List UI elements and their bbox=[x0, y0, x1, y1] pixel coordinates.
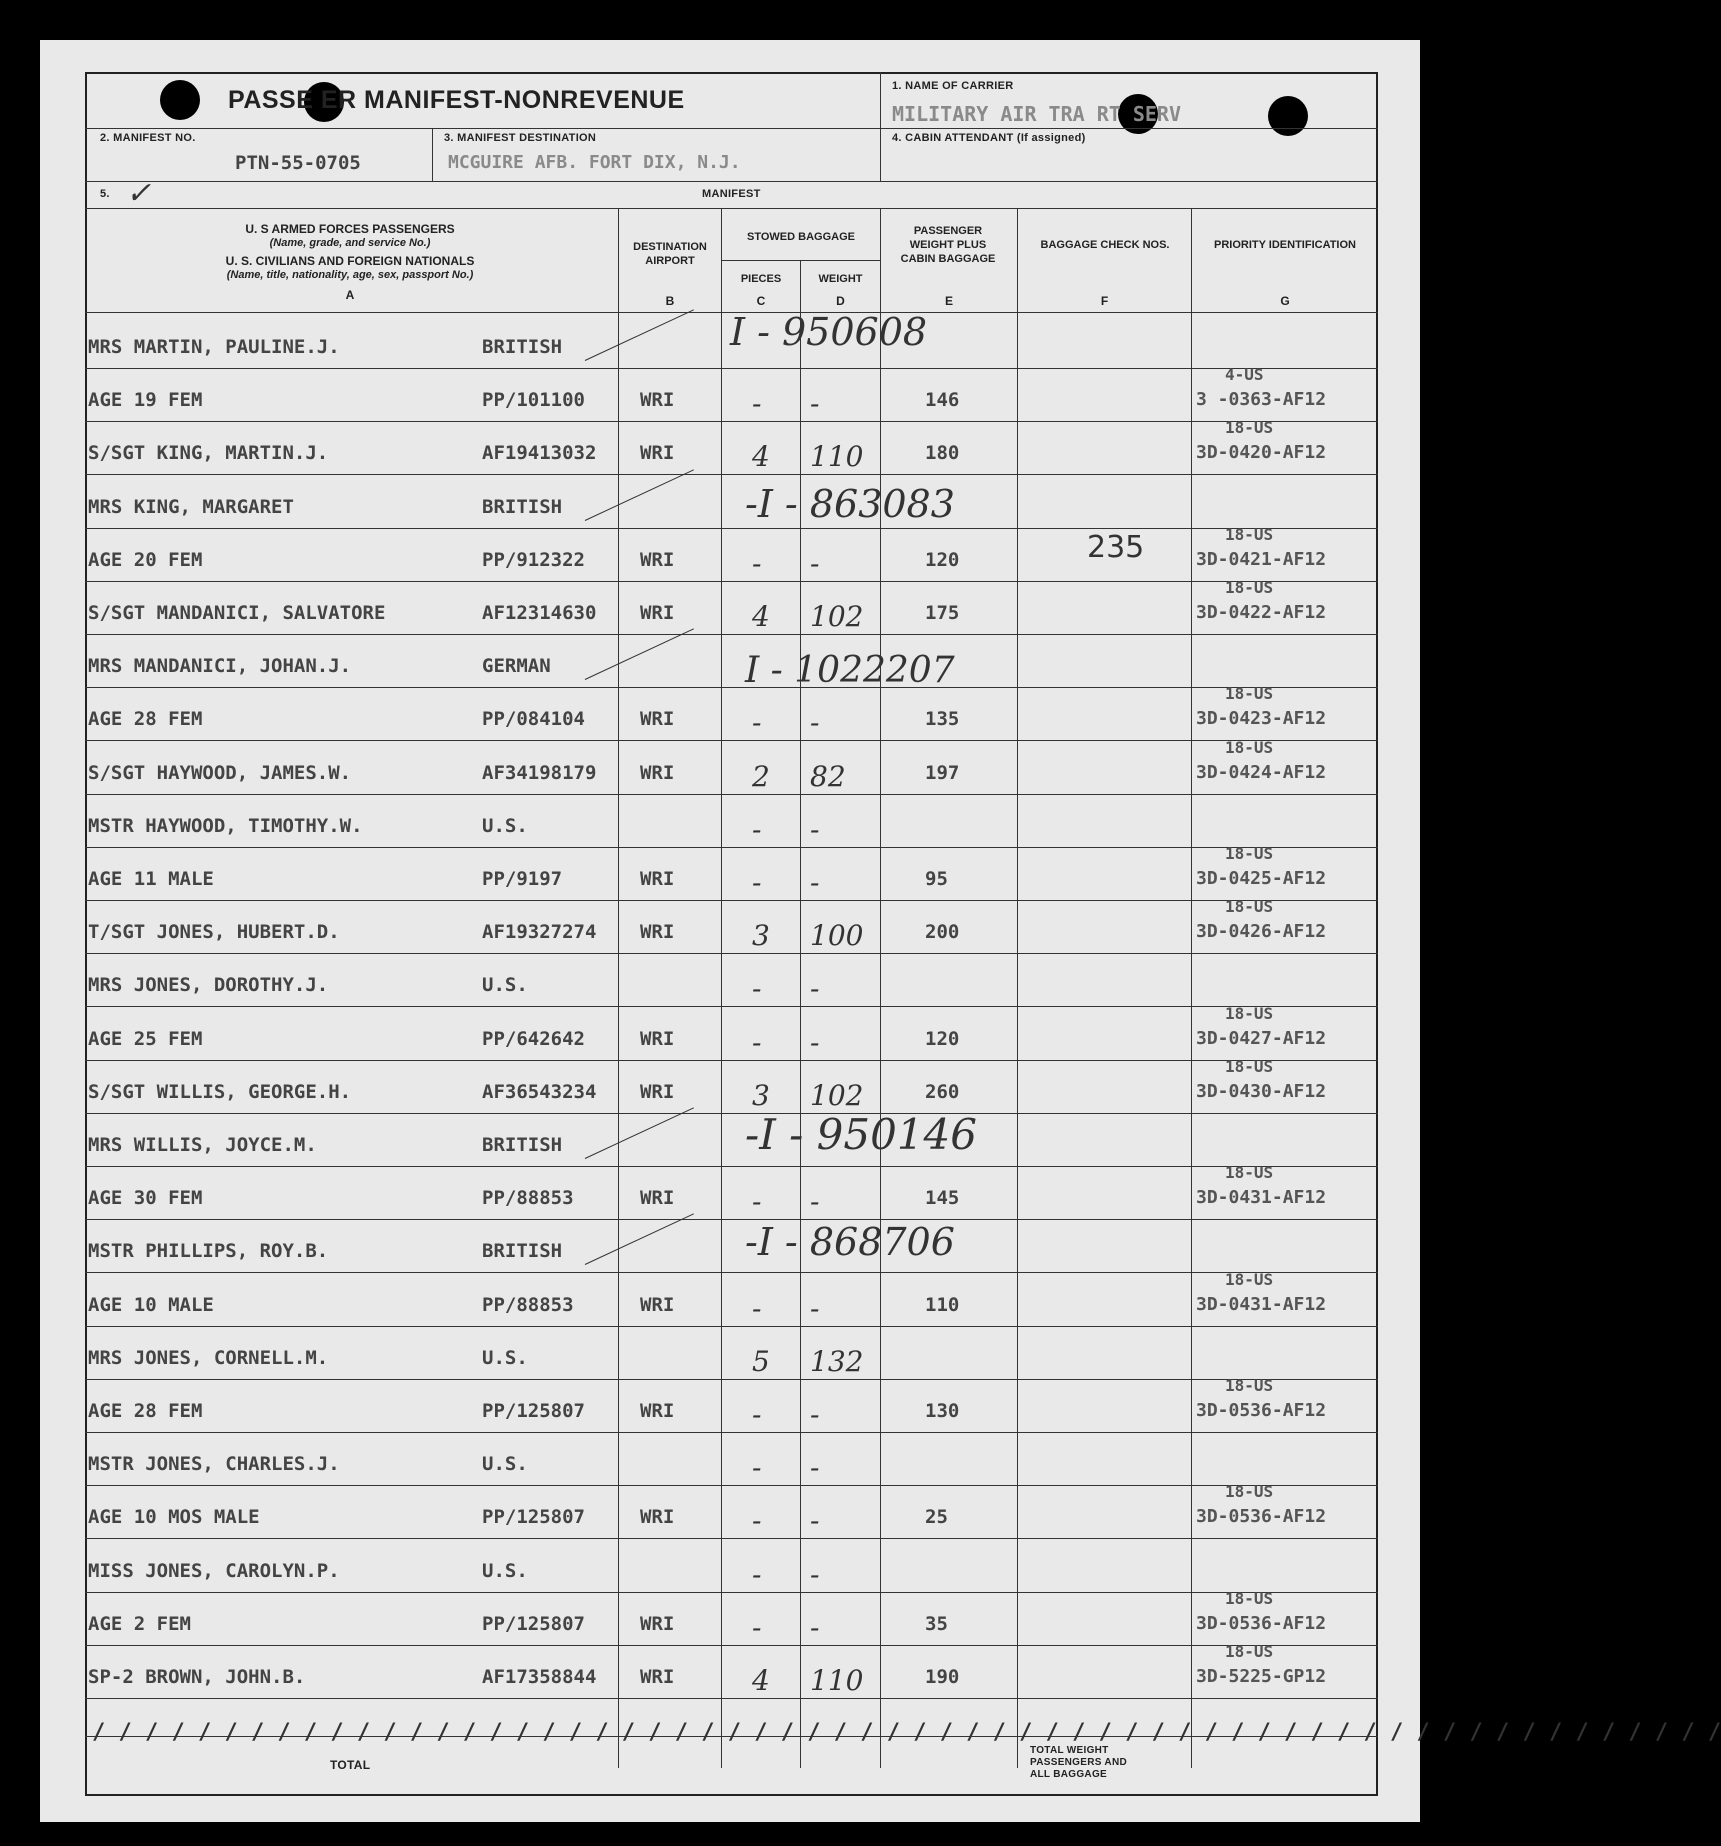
row-passenger-weight: 180 bbox=[925, 442, 960, 465]
row-weight: - bbox=[810, 1185, 820, 1219]
row-line bbox=[85, 1272, 1378, 1273]
row-passport: U.S. bbox=[482, 1559, 528, 1582]
row-passenger-weight: 110 bbox=[925, 1293, 960, 1316]
form-title: PASSE ER MANIFEST-NONREVENUE bbox=[228, 86, 685, 114]
row-name: S/SGT HAYWOOD, JAMES.W. bbox=[88, 761, 352, 784]
col-f-header: BAGGAGE CHECK NOS. bbox=[1040, 239, 1170, 251]
row-weight: 132 bbox=[810, 1344, 864, 1378]
row-pieces: 2 bbox=[752, 759, 770, 793]
row-weight: 110 bbox=[810, 1664, 864, 1697]
row-passport: AF34198179 bbox=[482, 761, 597, 784]
row-weight: - bbox=[810, 1025, 820, 1059]
row-passport: PP/88853 bbox=[482, 1293, 574, 1316]
manifest-label: MANIFEST bbox=[702, 188, 761, 200]
row-passport: AF12314630 bbox=[482, 602, 597, 624]
row-passenger-weight: 95 bbox=[925, 868, 948, 890]
row-priority-1: 18-US bbox=[1225, 1588, 1274, 1608]
row-destination: WRI bbox=[640, 1027, 675, 1050]
carrier-value: MILITARY AIR TRA RT SERV bbox=[892, 102, 1181, 126]
row-passport: GERMAN bbox=[482, 655, 551, 678]
row-weight: - bbox=[810, 1291, 820, 1325]
row-pieces: 3 bbox=[752, 1078, 770, 1112]
row-pieces: - bbox=[752, 812, 762, 846]
row-line bbox=[85, 1113, 1378, 1114]
col-g-letter: G bbox=[1280, 294, 1290, 308]
row-priority-2: 3D-0424-AF12 bbox=[1196, 761, 1327, 783]
row-name: AGE 11 MALE bbox=[88, 868, 214, 890]
col-e-header: PASSENGER WEIGHT PLUS CABIN BAGGAGE bbox=[900, 225, 996, 265]
row-name: MISS JONES, CAROLYN.P. bbox=[88, 1559, 340, 1582]
row-passport: U.S. bbox=[482, 814, 528, 837]
row-name: MSTR JONES, CHARLES.J. bbox=[88, 1453, 340, 1476]
cabin-attendant-label: 4. CABIN ATTENDANT (If assigned) bbox=[892, 132, 1086, 144]
col-b-letter: B bbox=[665, 294, 675, 308]
row-priority-2: 3D-5225-GP12 bbox=[1196, 1666, 1327, 1687]
row-line bbox=[85, 900, 1378, 901]
row-passport: AF17358844 bbox=[482, 1666, 597, 1688]
row-destination: WRI bbox=[640, 761, 675, 784]
row-pieces: - bbox=[752, 866, 762, 899]
col-c-header: PIECES bbox=[740, 273, 782, 285]
row-name: MSTR HAYWOOD, TIMOTHY.W. bbox=[88, 814, 363, 837]
row-priority-2: 3D-0536-AF12 bbox=[1196, 1506, 1327, 1528]
row-name: MRS WILLIS, JOYCE.M. bbox=[88, 1134, 317, 1156]
row-priority-2: 3D-0431-AF12 bbox=[1196, 1187, 1327, 1209]
row-passport: PP/642642 bbox=[482, 1027, 585, 1050]
row-line bbox=[85, 1166, 1378, 1167]
row-weight: - bbox=[810, 1610, 820, 1644]
row-name: MRS JONES, DOROTHY.J. bbox=[88, 974, 329, 997]
row-priority-1: 18-US bbox=[1225, 1269, 1274, 1289]
row-pieces: - bbox=[752, 1025, 762, 1059]
row-priority-2: 3 -0363-AF12 bbox=[1196, 389, 1327, 411]
row-line bbox=[85, 1698, 1378, 1699]
row-pieces: - bbox=[752, 1557, 762, 1591]
row-name: AGE 28 FEM bbox=[88, 708, 203, 731]
row-line bbox=[85, 1485, 1378, 1486]
row-destination: WRI bbox=[640, 921, 675, 944]
handwritten-ticket-5: -I - 868706 bbox=[745, 1220, 955, 1264]
row-line bbox=[85, 1645, 1378, 1646]
row-priority-2: 3D-0421-AF12 bbox=[1196, 548, 1327, 570]
row-pieces: - bbox=[752, 1398, 762, 1431]
total-weight-label: TOTAL WEIGHT PASSENGERS AND ALL BAGGAGE bbox=[1030, 1745, 1127, 1780]
row-priority-2: 3D-0423-AF12 bbox=[1196, 708, 1327, 730]
row-name: AGE 10 MOS MALE bbox=[88, 1506, 260, 1529]
row-line bbox=[85, 1326, 1378, 1327]
row-pieces: - bbox=[752, 546, 762, 580]
row-passport: BRITISH bbox=[482, 336, 563, 358]
row-line bbox=[85, 1379, 1378, 1380]
row-passport: PP/084104 bbox=[482, 708, 585, 731]
row-name: AGE 2 FEM bbox=[88, 1612, 191, 1635]
row-weight: - bbox=[810, 546, 820, 580]
row-pieces: 3 bbox=[752, 919, 770, 953]
row-destination: WRI bbox=[640, 1080, 675, 1103]
row-passenger-weight: 260 bbox=[925, 1080, 960, 1103]
handwritten-ticket-2: -I - 863083 bbox=[745, 482, 955, 526]
row-line bbox=[85, 1006, 1378, 1007]
col-f-letter: F bbox=[1100, 294, 1109, 308]
row-passenger-weight: 145 bbox=[925, 1187, 960, 1210]
row-passport: PP/912322 bbox=[482, 548, 585, 571]
row-pieces: 4 bbox=[752, 440, 770, 474]
row-destination: WRI bbox=[640, 1293, 675, 1316]
row-destination: WRI bbox=[640, 868, 675, 890]
row-name: S/SGT KING, MARTIN.J. bbox=[88, 442, 329, 465]
row-weight: 100 bbox=[810, 919, 864, 953]
row-pieces: - bbox=[752, 1451, 762, 1485]
row-weight: - bbox=[810, 1451, 820, 1485]
row-line bbox=[85, 581, 1378, 582]
row-passport: PP/88853 bbox=[482, 1187, 574, 1210]
row-passenger-weight: 135 bbox=[925, 708, 960, 731]
row-name: MRS MARTIN, PAULINE.J. bbox=[88, 336, 340, 358]
row-weight: 102 bbox=[810, 1078, 864, 1112]
row-line bbox=[85, 528, 1378, 529]
row-priority-2: 3D-0422-AF12 bbox=[1196, 602, 1327, 623]
row-destination: WRI bbox=[640, 1612, 675, 1635]
row-priority-1: 18-US bbox=[1225, 684, 1274, 704]
row-passenger-weight: 25 bbox=[925, 1506, 948, 1529]
col-d-letter: D bbox=[836, 294, 845, 308]
row-line bbox=[85, 794, 1378, 795]
row-destination: WRI bbox=[640, 442, 675, 465]
row-line bbox=[85, 740, 1378, 741]
row-destination: WRI bbox=[640, 1666, 675, 1688]
row-line bbox=[85, 368, 1378, 369]
row-weight: - bbox=[810, 866, 820, 899]
row-pieces: - bbox=[752, 972, 762, 1006]
row-priority-1: 18-US bbox=[1225, 1003, 1274, 1023]
row-name: SP-2 BROWN, JOHN.B. bbox=[88, 1666, 306, 1688]
row-weight: - bbox=[810, 1504, 820, 1538]
punch-hole-icon bbox=[160, 80, 200, 120]
row-line bbox=[85, 1592, 1378, 1593]
row-passport: PP/9197 bbox=[482, 868, 563, 890]
box5-label: 5. bbox=[100, 188, 110, 200]
row-weight: 82 bbox=[810, 759, 846, 793]
row-passport: BRITISH bbox=[482, 1240, 563, 1263]
row-pieces: - bbox=[752, 387, 762, 421]
punch-hole-icon bbox=[1268, 96, 1308, 136]
row-passenger-weight: 120 bbox=[925, 1027, 960, 1050]
row-passport: PP/125807 bbox=[482, 1400, 585, 1422]
row-passport: U.S. bbox=[482, 1453, 528, 1476]
handwritten-ticket-1: I - 950608 bbox=[730, 310, 928, 354]
row-passport: U.S. bbox=[482, 1346, 528, 1369]
row-name: AGE 30 FEM bbox=[88, 1187, 203, 1210]
handwritten-check-no: 235 bbox=[1087, 530, 1145, 565]
row-priority-1: 18-US bbox=[1225, 1163, 1274, 1183]
row-name: S/SGT MANDANICI, SALVATORE bbox=[88, 602, 386, 624]
row-line bbox=[85, 847, 1378, 848]
row-destination: WRI bbox=[640, 1187, 675, 1210]
row-destination: WRI bbox=[640, 548, 675, 571]
row-destination: WRI bbox=[640, 389, 675, 412]
row-destination: WRI bbox=[640, 708, 675, 731]
row-weight: 110 bbox=[810, 440, 864, 474]
row-passenger-weight: 146 bbox=[925, 389, 960, 412]
row-name: MRS KING, MARGARET bbox=[88, 495, 294, 518]
row-priority-1: 18-US bbox=[1225, 1482, 1274, 1502]
row-priority-1: 18-US bbox=[1225, 1376, 1274, 1395]
row-priority-2: 3D-0536-AF12 bbox=[1196, 1400, 1327, 1421]
col-e-letter: E bbox=[944, 294, 953, 308]
row-pieces: 4 bbox=[752, 600, 770, 633]
row-passport: AF19413032 bbox=[482, 442, 597, 465]
row-passport: PP/125807 bbox=[482, 1506, 585, 1529]
row-line bbox=[85, 634, 1378, 635]
row-passenger-weight: 35 bbox=[925, 1612, 948, 1635]
row-passport: PP/125807 bbox=[482, 1612, 585, 1635]
row-priority-1: 18-US bbox=[1225, 418, 1274, 438]
row-passport: U.S. bbox=[482, 974, 528, 997]
tick-row: / / / / / / / / / / / / / / / / / / / / / / / / / / / / / / / / / / / / / / / / / / / / / / / / / / / / / / / / / / / / / / bbox=[92, 1720, 1721, 1745]
row-priority-2: 3D-0425-AF12 bbox=[1196, 868, 1327, 889]
row-passenger-weight: 197 bbox=[925, 761, 960, 784]
total-label: TOTAL bbox=[330, 1758, 371, 1772]
row-passenger-weight: 120 bbox=[925, 548, 960, 571]
row-passenger-weight: 190 bbox=[925, 1666, 960, 1688]
row-pieces: - bbox=[752, 706, 762, 740]
row-passport: PP/101100 bbox=[482, 389, 585, 412]
box5-checkmark: ✓ bbox=[126, 176, 152, 211]
row-passenger-weight: 200 bbox=[925, 921, 960, 944]
row-priority-1: 18-US bbox=[1225, 578, 1274, 597]
row-name: MRS JONES, CORNELL.M. bbox=[88, 1346, 329, 1369]
row-name: AGE 25 FEM bbox=[88, 1027, 203, 1050]
row-priority-1: 18-US bbox=[1225, 897, 1274, 917]
row-priority-2: 3D-0431-AF12 bbox=[1196, 1293, 1327, 1315]
row-priority-1: 18-US bbox=[1225, 1642, 1274, 1661]
row-passport: AF19327274 bbox=[482, 921, 597, 944]
row-passport: BRITISH bbox=[482, 495, 563, 518]
col-c-letter: C bbox=[756, 294, 766, 308]
row-line bbox=[85, 474, 1378, 475]
row-passenger-weight: 175 bbox=[925, 602, 960, 624]
col-b-header: DESTINATION AIRPORT bbox=[633, 241, 707, 267]
manifest-no-value: PTN-55-0705 bbox=[235, 152, 361, 174]
row-pieces: - bbox=[752, 1504, 762, 1538]
row-priority-1: 4-US bbox=[1225, 365, 1264, 385]
row-line bbox=[85, 1219, 1378, 1220]
row-name: MSTR PHILLIPS, ROY.B. bbox=[88, 1240, 329, 1263]
row-destination: WRI bbox=[640, 1506, 675, 1529]
row-line bbox=[85, 687, 1378, 688]
row-destination: WRI bbox=[640, 602, 675, 624]
row-line bbox=[85, 1538, 1378, 1539]
row-priority-2: 3D-0536-AF12 bbox=[1196, 1612, 1327, 1634]
manifest-no-label: 2. MANIFEST NO. bbox=[100, 132, 196, 144]
carrier-label: 1. NAME OF CARRIER bbox=[892, 80, 1014, 92]
row-name: AGE 28 FEM bbox=[88, 1400, 203, 1422]
row-weight: - bbox=[810, 387, 820, 421]
col-a-header: U. S ARMED FORCES PASSENGERS (Name, grade, and service No.) U. S. CIVILIANS AND FOREIGN NATIONALS (Name, title, nationality, age, sex, passport No.) A bbox=[225, 222, 475, 302]
row-priority-2: 3D-0420-AF12 bbox=[1196, 442, 1327, 464]
destination-label: 3. MANIFEST DESTINATION bbox=[444, 132, 597, 144]
row-name: S/SGT WILLIS, GEORGE.H. bbox=[88, 1080, 352, 1103]
row-priority-1: 18-US bbox=[1225, 1056, 1274, 1076]
row-pieces: 5 bbox=[752, 1344, 770, 1378]
row-line bbox=[85, 1432, 1378, 1433]
row-weight: - bbox=[810, 706, 820, 740]
row-weight: 102 bbox=[810, 600, 864, 633]
row-priority-1: 18-US bbox=[1225, 524, 1274, 544]
row-name: AGE 19 FEM bbox=[88, 389, 203, 412]
row-weight: - bbox=[810, 972, 820, 1006]
col-g-header: PRIORITY IDENTIFICATION bbox=[1214, 239, 1356, 251]
row-weight: - bbox=[810, 1557, 820, 1591]
handwritten-ticket-4: -I - 950146 bbox=[745, 1110, 978, 1159]
row-passenger-weight: 130 bbox=[925, 1400, 960, 1422]
row-name: MRS MANDANICI, JOHAN.J. bbox=[88, 655, 352, 678]
row-pieces: - bbox=[752, 1185, 762, 1219]
stowed-baggage-header: STOWED BAGGAGE bbox=[747, 231, 855, 243]
row-weight: - bbox=[810, 812, 820, 846]
row-name: AGE 20 FEM bbox=[88, 548, 203, 571]
row-priority-2: 3D-0427-AF12 bbox=[1196, 1027, 1327, 1049]
row-line bbox=[85, 421, 1378, 422]
row-passport: AF36543234 bbox=[482, 1080, 597, 1103]
row-priority-1: 18-US bbox=[1225, 844, 1274, 863]
row-name: AGE 10 MALE bbox=[88, 1293, 214, 1316]
row-destination: WRI bbox=[640, 1400, 675, 1422]
row-pieces: - bbox=[752, 1610, 762, 1644]
destination-value: MCGUIRE AFB. FORT DIX, N.J. bbox=[448, 152, 741, 173]
col-d-header: WEIGHT bbox=[818, 273, 863, 285]
row-priority-1: 18-US bbox=[1225, 737, 1274, 757]
handwritten-ticket-3: I - 1022207 bbox=[745, 650, 955, 691]
row-line bbox=[85, 953, 1378, 954]
row-line bbox=[85, 1060, 1378, 1061]
row-name: T/SGT JONES, HUBERT.D. bbox=[88, 921, 340, 944]
row-weight: - bbox=[810, 1398, 820, 1431]
row-priority-2: 3D-0430-AF12 bbox=[1196, 1080, 1327, 1102]
row-pieces: 4 bbox=[752, 1664, 770, 1697]
row-passport: BRITISH bbox=[482, 1134, 563, 1156]
row-priority-2: 3D-0426-AF12 bbox=[1196, 921, 1327, 943]
row-pieces: - bbox=[752, 1291, 762, 1325]
